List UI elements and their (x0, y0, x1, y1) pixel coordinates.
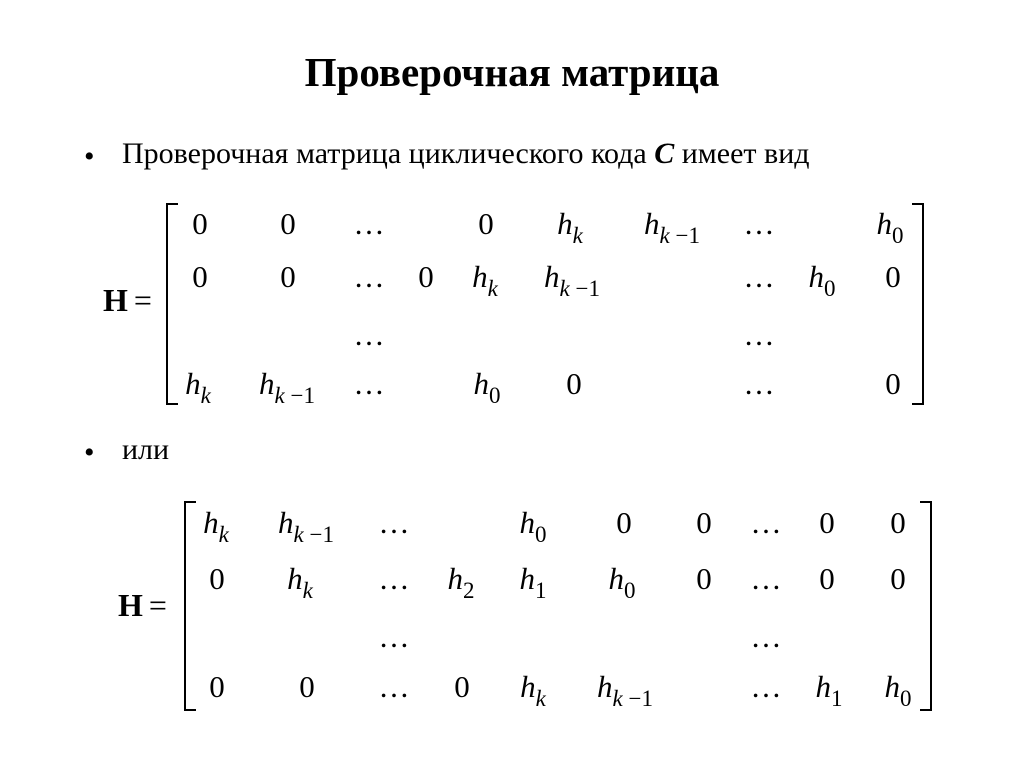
bullet-text-or: или (122, 433, 170, 466)
matrix1-cell: 0 (192, 259, 208, 294)
matrix2-cell: 0 (209, 669, 225, 704)
bullet-text (122, 137, 810, 171)
matrix1-cell: $h_0$ (808, 259, 836, 301)
matrix-symbol: H (118, 587, 143, 623)
bullet-marker: • (84, 140, 95, 173)
matrix1-cell: 0 (192, 206, 208, 241)
matrix1-cell: … (353, 366, 385, 401)
matrix2-cell: … (750, 505, 782, 540)
matrix1-cell: 0 (280, 206, 296, 241)
matrix2-cell: … (750, 669, 782, 704)
matrix1-cell: 0 (885, 366, 901, 401)
matrix2-cell: 0 (696, 561, 712, 596)
matrix2-cell: … (750, 561, 782, 596)
equals-sign: = (133, 282, 152, 318)
matrix1-cell: $h_k$ (185, 366, 211, 408)
matrix1-cell: $h_0$ (876, 206, 904, 248)
matrix2-cell: 0 (696, 505, 712, 540)
matrix2-right-bracket (920, 501, 932, 711)
matrix1-cell: … (743, 317, 775, 352)
matrix1-left-bracket (166, 203, 178, 405)
matrix1-cell: … (743, 366, 775, 401)
matrix2-cell: $h_2$ (447, 561, 475, 603)
matrix2-left-bracket (184, 501, 196, 711)
matrix2-cell: $h_k$ (287, 561, 313, 603)
matrix2-cell: $h_0$ (884, 669, 912, 711)
matrix1-cell: 0 (566, 366, 582, 401)
matrix2-cell: 0 (616, 505, 632, 540)
matrix2-cell: 0 (819, 505, 835, 540)
matrix1-cell: $h_{k -1}$ (259, 366, 315, 408)
matrix2-cell: $h_1$ (519, 561, 547, 603)
matrix1-cell: … (743, 259, 775, 294)
bullet-marker: • (84, 436, 95, 469)
matrix1-cell: $h_0$ (473, 366, 501, 408)
matrix-symbol: H (103, 282, 128, 318)
equals-sign: = (148, 587, 167, 623)
matrix2-cell: 0 (819, 561, 835, 596)
matrix2-cell: $h_{k -1}$ (278, 505, 334, 547)
matrix2-cell: $h_k$ (520, 669, 546, 711)
matrix1-cell: $h_{k -1}$ (544, 259, 600, 301)
matrix2-cell: $h_0$ (519, 505, 547, 547)
matrix2-label (118, 587, 167, 624)
matrix2-cell: $h_k$ (203, 505, 229, 547)
matrix2-cell: … (378, 619, 410, 654)
matrix1-cell: $h_k$ (557, 206, 583, 248)
matrix1-cell: … (353, 206, 385, 241)
code-symbol: C (654, 137, 675, 170)
matrix1-cell: 0 (280, 259, 296, 294)
matrix1-cell: 0 (885, 259, 901, 294)
bullet-text-after: имеет вид (674, 137, 810, 170)
matrix1-cell: $h_k$ (472, 259, 498, 301)
matrix2-cell: $h_1$ (815, 669, 843, 711)
matrix1-cell: 0 (478, 206, 494, 241)
matrix1-cell: … (353, 259, 385, 294)
matrix2-cell: 0 (890, 505, 906, 540)
matrix2-cell: $h_0$ (608, 561, 636, 603)
matrix1-cell: $h_{k -1}$ (644, 206, 700, 248)
matrix2-cell: 0 (890, 561, 906, 596)
matrix2-cell: 0 (209, 561, 225, 596)
matrix1-cell: 0 (418, 259, 434, 294)
matrix2-cell: 0 (454, 669, 470, 704)
slide-title: Проверочная матрица (304, 49, 720, 95)
matrix1-right-bracket (912, 203, 924, 405)
matrix1-cell: … (353, 317, 385, 352)
matrix2-cell: … (378, 561, 410, 596)
matrix2-cell: … (378, 505, 410, 540)
matrix1-label (103, 282, 152, 319)
matrix2-cell: … (378, 669, 410, 704)
matrix2-cell: … (750, 619, 782, 654)
matrix1-cell: … (743, 206, 775, 241)
matrix2-cell: $h_{k -1}$ (597, 669, 653, 711)
bullet-text-before: Проверочная матрица циклического кода (122, 137, 655, 170)
matrix2-cell: 0 (299, 669, 315, 704)
